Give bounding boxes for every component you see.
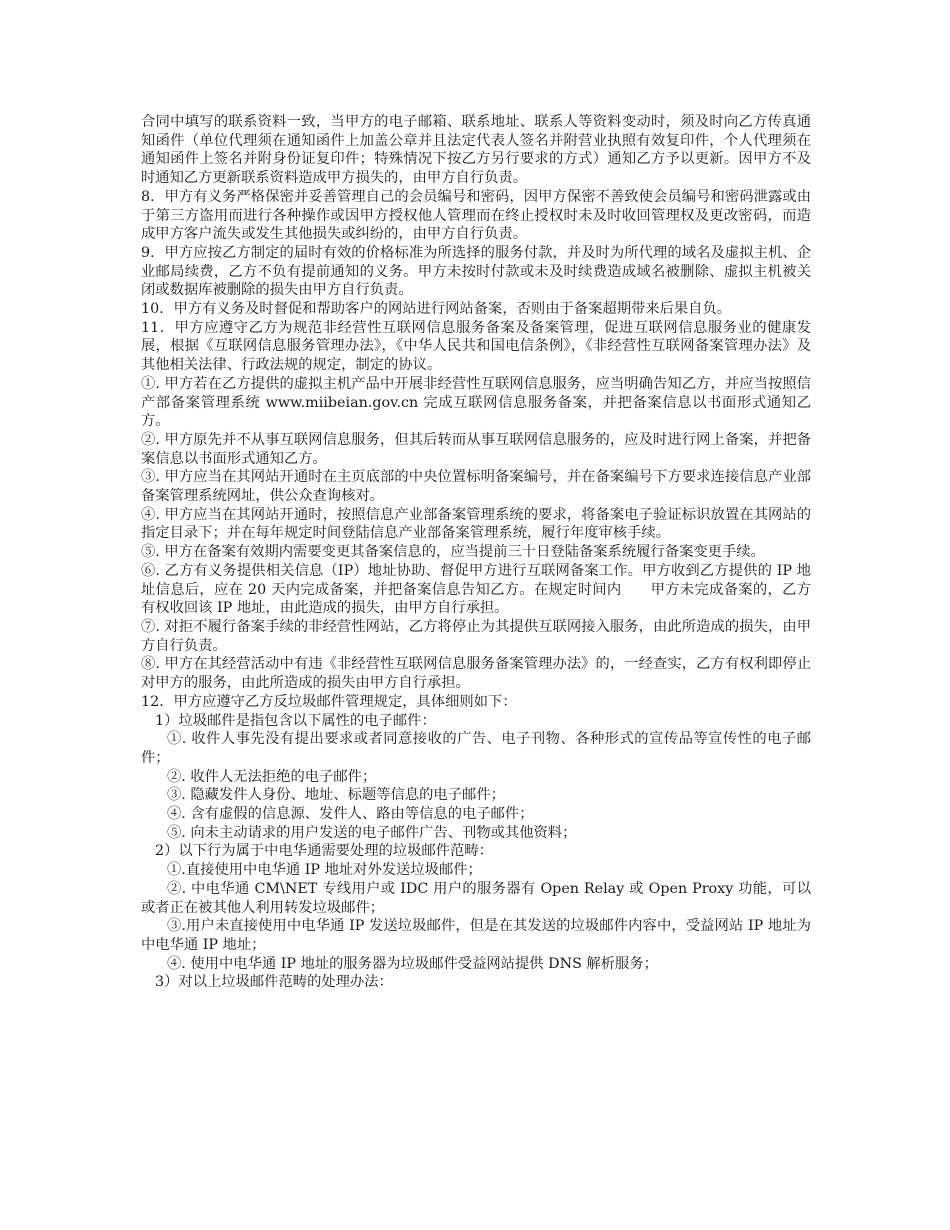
- clause-10: 10．甲方有义务及时督促和帮助客户的网站进行网站备案，否则由于备案超期带来后果自负。: [141, 301, 732, 318]
- clause-8: 8．甲方有义务严格保密并妥善管理自己的会员编号和密码，因甲方保密不善致使会员编号和密码泄露或由于第三方盗用而进行各种操作或因甲方授权他人管理而在终止授权时未及时收回管理权及更改密码，而造成甲方客户流失或发生其他损失或纠纷的，由甲方自行负责。: [141, 188, 811, 243]
- clause-11-item-8: ⑧. 甲方在其经营活动中有违《非经营性互联网信息服务备案管理办法》的，一经查实，乙方有权利即停止对甲方的服务，由此所造成的损失由甲方自行承担。: [141, 656, 811, 692]
- clause-11-item-2: ②. 甲方原先并不从事互联网信息服务，但其后转而从事互联网信息服务的，应及时进行网上备案，并把备案信息以书面形式通知乙方。: [141, 431, 811, 467]
- clause-11-item-3: ③. 甲方应当在其网站开通时在主页底部的中央位置标明备案编号，并在备案编号下方要求连接信息产业部备案管理系统网址，供公众查询核对。: [141, 469, 811, 505]
- spam-attribute-5: ⑤. 向未主动请求的用户发送的电子邮件广告、刊物或其他资料；: [167, 824, 577, 841]
- clause-12-section-3: 3）对以上垃圾邮件范畴的处理办法：: [155, 974, 393, 991]
- clause-12: 12．甲方应遵守乙方反垃圾邮件管理规定，具体细则如下：: [141, 693, 517, 710]
- clause-11-item-6: ⑥. 乙方有义务提供相关信息（IP）地址协助、督促甲方进行互联网备案工作。甲方收到乙方提供的 IP 地址信息后，应在 20 天内完成备案，并把备案信息告知乙方。在规定时间内 甲方未完成备案的，乙方有权收回该 IP 地址，由此造成的损失，由甲方自行承担。: [141, 562, 811, 617]
- spam-behavior-3: ③.用户未直接使用中电华通 IP 发送垃圾邮件，但是在其发送的垃圾邮件内容中，受益网站 IP 地址为中电华通 IP 地址；: [141, 918, 811, 953]
- spam-behavior-1: ①.直接使用中电华通 IP 地址对外发送垃圾邮件；: [167, 862, 482, 879]
- document-page: [141, 113, 811, 992]
- clause-11: 11．甲方应遵守乙方为规范非经营性互联网信息服务备案及备案管理，促进互联网信息服务业的健康发展，根据《互联网信息服务管理办法》，《中华人民共和国电信条例》，《非经营性互联网备案管理办法》及其他相关法律、行政法规的规定，制定的协议。: [141, 319, 811, 374]
- spam-behavior-2: ②. 中电华通 CM\NET 专线用户或 IDC 用户的服务器有 Open Relay 或 Open Proxy 功能，可以或者正在被其他人利用转发垃圾邮件；: [141, 880, 811, 916]
- spam-attribute-2: ②. 收件人无法拒绝的电子邮件；: [167, 768, 377, 785]
- clause-11-item-5: ⑤. 甲方在备案有效期内需要变更其备案信息的，应当提前三十日登陆备案系统履行备案变更手续。: [141, 544, 765, 561]
- spam-attribute-4: ④. 含有虚假的信息源、发件人、路由等信息的电子邮件；: [167, 806, 534, 823]
- clause-11-item-7: ⑦. 对拒不履行备案手续的非经营性网站，乙方将停止为其提供互联网接入服务，由此所造成的损失，由甲方自行负责。: [141, 618, 811, 654]
- contact-info-paragraph: 合同中填写的联系资料一致，当甲方的电子邮箱、联系地址、联系人等资料变动时，须及时向乙方传真通知函件（单位代理须在通知函件上加盖公章并且法定代表人签名并附营业执照有效复印件，个人代理须在通知函件上签名并附身份证复印件；特殊情况下按乙方另行要求的方式）通知乙方予以更新。因甲方不及时通知乙方更新联系资料造成甲方损失的，由甲方自行负责。: [141, 114, 811, 187]
- spam-attribute-1: ①. 收件人事先没有提出要求或者同意接收的广告、电子刊物、各种形式的宣传品等宣传性的电子邮件；: [141, 731, 811, 766]
- clause-12-section-2: 2）以下行为属于中电华通需要处理的垃圾邮件范畴：: [155, 843, 493, 860]
- clause-11-item-4: ④. 甲方应当在其网站开通时，按照信息产业部备案管理系统的要求，将备案电子验证标识放置在其网站的指定目录下；并在每年规定时间登陆信息产业部备案管理系统，履行年度审核手续。: [141, 506, 811, 542]
- spam-behavior-4: ④. 使用中电华通 IP 地址的服务器为垃圾邮件受益网站提供 DNS 解析服务；: [167, 955, 658, 972]
- clause-11-item-1: ①. 甲方若在乙方提供的虚拟主机产品中开展非经营性互联网信息服务，应当明确告知乙方，并应当按照信产部备案管理系统 www.miibeian.gov.cn 完成互联网信息服务备案，并把备案信息以书面形式通知乙方。: [141, 375, 811, 430]
- clause-9: 9．甲方应按乙方制定的届时有效的价格标准为所选择的服务付款，并及时为所代理的域名及虚拟主机、企业邮局续费，乙方不负有提前通知的义务。甲方未按时付款或未及时续费造成域名被删除、虚拟主机被关闭或数据库被删除的损失由甲方自行负责。: [141, 244, 811, 299]
- spam-attribute-3: ③. 隐藏发件人身份、地址、标题等信息的电子邮件；: [167, 787, 505, 804]
- clause-12-section-1: 1）垃圾邮件是指包含以下属性的电子邮件：: [155, 712, 436, 729]
